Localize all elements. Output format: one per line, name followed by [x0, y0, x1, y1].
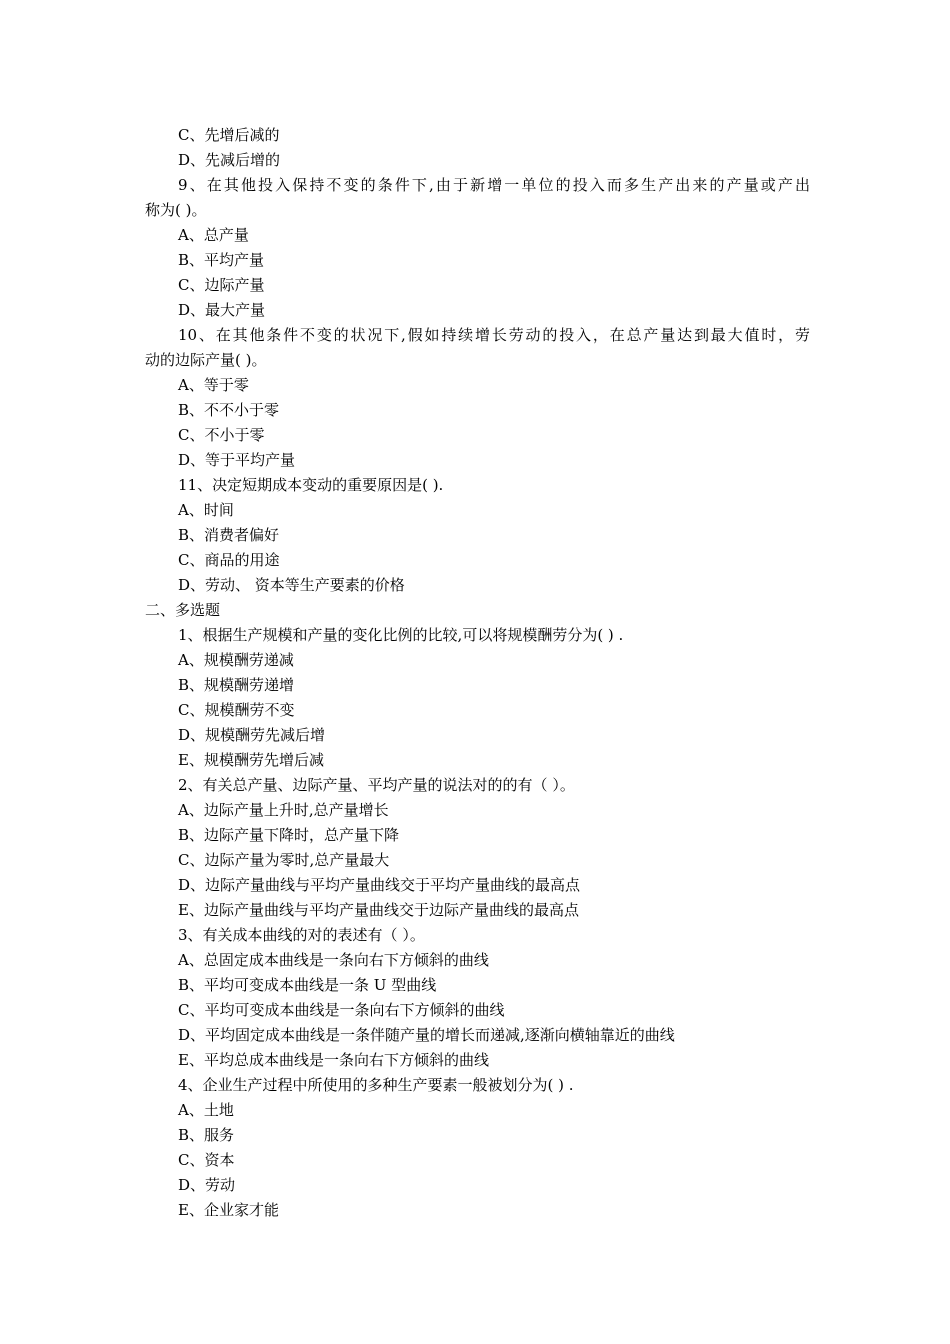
multi-question-4: 4、企业生产过程中所使用的多种生产要素一般被划分为( ) . [178, 1076, 574, 1094]
option-line: C、平均可变成本曲线是一条向右下方倾斜的曲线 [178, 1001, 505, 1019]
option-line: E、企业家才能 [178, 1201, 279, 1219]
option-line: A、时间 [178, 501, 234, 519]
multi-question-2: 2、有关总产量、边际产量、平均产量的说法对的的有（ ）。 [178, 776, 575, 794]
option-line: E、边际产量曲线与平均产量曲线交于边际产量曲线的最高点 [178, 901, 579, 919]
option-line: B、服务 [178, 1126, 235, 1144]
option-line: C、先增后减的 [178, 126, 280, 144]
option-line: A、土地 [178, 1101, 234, 1119]
option-line: C、资本 [178, 1151, 235, 1169]
option-line: B、平均产量 [178, 251, 265, 269]
document-body [145, 123, 810, 1223]
question-9-line-1: 9、在其他投入保持不变的条件下,由于新增一单位的投入而多生产出来的产量或产出 [178, 176, 810, 194]
option-line: D、先减后增的 [178, 151, 281, 169]
option-line: C、边际产量 [178, 276, 265, 294]
multi-question-1: 1、根据生产规模和产量的变化比例的比较,可以将规模酬劳分为( ) . [178, 626, 624, 644]
section-heading: 二、多选题 [145, 601, 221, 619]
option-line: C、不小于零 [178, 426, 265, 444]
option-line: D、等于平均产量 [178, 451, 296, 469]
question-9-line-2: 称为( )。 [145, 201, 207, 219]
option-line: A、等于零 [178, 376, 249, 394]
question-10-line-1: 10、在其他条件不变的状况下,假如持续增长劳动的投入，在总产量达到最大值时，劳 [178, 326, 810, 344]
option-line: C、边际产量为零时,总产量最大 [178, 851, 390, 869]
option-line: D、规模酬劳先减后增 [178, 726, 326, 744]
question-11: 11、决定短期成本变动的重要原因是( ). [178, 476, 444, 494]
option-line: B、不不小于零 [178, 401, 280, 419]
option-line: D、最大产量 [178, 301, 266, 319]
option-line: A、规模酬劳递减 [178, 651, 294, 669]
option-line: A、总固定成本曲线是一条向右下方倾斜的曲线 [178, 951, 489, 969]
option-line: C、规模酬劳不变 [178, 701, 295, 719]
option-line: E、规模酬劳先增后减 [178, 751, 324, 769]
option-line: D、平均固定成本曲线是一条伴随产量的增长而递减,逐渐向横轴靠近的曲线 [178, 1026, 675, 1044]
option-line: D、边际产量曲线与平均产量曲线交于平均产量曲线的最高点 [178, 876, 581, 894]
option-line: B、消费者偏好 [178, 526, 280, 544]
option-line: E、平均总成本曲线是一条向右下方倾斜的曲线 [178, 1051, 489, 1069]
option-line: D、劳动、 资本等生产要素的价格 [178, 576, 405, 594]
option-line: D、劳动 [178, 1176, 236, 1194]
option-line: A、边际产量上升时,总产量增长 [178, 801, 389, 819]
option-line: B、规模酬劳递增 [178, 676, 295, 694]
option-line: B、平均可变成本曲线是一条 U 型曲线 [178, 976, 437, 994]
question-10-line-2: 动的边际产量( )。 [145, 351, 267, 369]
option-line: C、商品的用途 [178, 551, 280, 569]
multi-question-3: 3、有关成本曲线的对的表述有（ ）。 [178, 926, 425, 944]
option-line: A、总产量 [178, 226, 249, 244]
option-line: B、边际产量下降时，总产量下降 [178, 826, 400, 844]
